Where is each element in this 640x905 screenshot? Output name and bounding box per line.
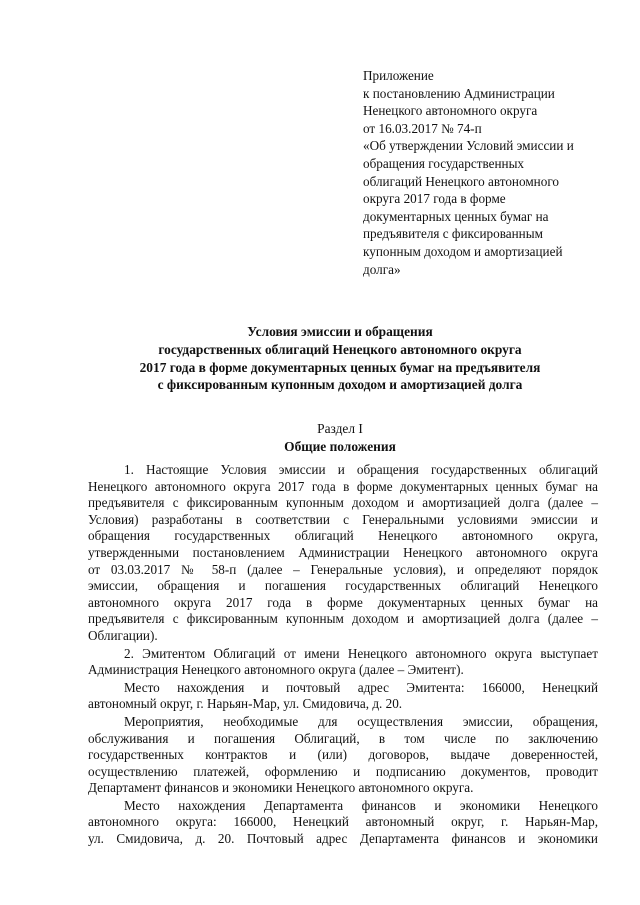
paragraph-line: автономного округа 2017 года в форме документарных ценных бумаг на: [88, 594, 598, 610]
paragraph-line: утвержденными постановлением Администрации Ненецкого автономного округа: [88, 544, 598, 560]
paragraph-line: государственных контрактов и (или) договоров, выдаче доверенностей,: [88, 747, 598, 763]
appendix-line: предъявителя с фиксированным: [363, 226, 543, 242]
paragraph-line: обращения государственных облигаций Ненецкого автономного округа,: [88, 528, 598, 544]
appendix-line: к постановлению Администрации: [363, 85, 555, 101]
appendix-line: облигаций Ненецкого автономного: [363, 173, 559, 189]
paragraph-line: Условия) разработаны в соответствии с Генеральными условиями эмиссии и: [88, 511, 598, 527]
appendix-line: от 16.03.2017 № 74-п: [363, 120, 482, 136]
paragraph-line: Место нахождения и почтовый адрес Эмитента: 166000, Ненецкий: [124, 679, 598, 695]
appendix-header: [363, 67, 603, 278]
appendix-line: округа 2017 года в форме: [363, 191, 506, 207]
section-heading: [60, 420, 620, 456]
paragraph-line: осуществлению платежей, оформлению и подписанию документов, проводит: [88, 763, 598, 779]
appendix-line: «Об утверждении Условий эмиссии и: [363, 138, 574, 154]
appendix-line: долга»: [363, 261, 401, 277]
appendix-line: Приложение: [363, 68, 434, 83]
appendix-line: документарных ценных бумаг на: [363, 208, 549, 224]
section-number: Раздел I: [317, 421, 363, 436]
paragraph-line: обслуживания и погашения Облигаций, в том числе по заключению: [88, 730, 598, 746]
paragraph-line: Облигации).: [88, 627, 158, 643]
paragraph: [88, 646, 598, 679]
document-title: [60, 323, 620, 394]
paragraph: [88, 714, 598, 797]
appendix-line: обращения государственных: [363, 155, 525, 171]
paragraph-line: автономный округ, г. Нарьян-Мар, ул. Смидовича, д. 20.: [88, 696, 403, 712]
title-line: с фиксированным купонным доходом и амортизацией долга: [157, 377, 523, 393]
section-name: Общие положения: [284, 439, 396, 454]
paragraph-line: предъявителя с фиксированным купонным доходом и амортизацией долга (далее –: [88, 495, 598, 511]
paragraph-line: эмиссии, обращения и погашения государственных облигаций Ненецкого: [88, 578, 598, 594]
paragraph: [88, 680, 598, 713]
appendix-line: Ненецкого автономного округа: [363, 103, 538, 119]
paragraph: [88, 798, 598, 848]
paragraph-line: 2. Эмитентом Облигаций от имени Ненецкого автономного округа выступает: [124, 645, 598, 661]
paragraph-line: предъявителя с фиксированным купонным доходом и амортизацией долга (далее –: [88, 611, 598, 627]
paragraph-line: Мероприятия, необходимые для осуществления эмиссии, обращения,: [124, 713, 598, 729]
paragraph-line: Место нахождения Департамента финансов и экономики Ненецкого: [124, 797, 598, 813]
paragraph: [88, 462, 598, 645]
document-body: [88, 462, 598, 849]
paragraph-line: ул. Смидовича, д. 20. Почтовый адрес Департамента финансов и экономики: [88, 831, 598, 847]
paragraph-line: Администрация Ненецкого автономного округа (далее – Эмитент).: [88, 662, 464, 678]
appendix-line: купонным доходом и амортизацией: [363, 243, 563, 259]
paragraph-line: Департамент финансов и экономики Ненецкого автономного округа.: [88, 780, 474, 796]
paragraph-line: от 03.03.2017 № 58-п (далее – Генеральные условия), и определяют порядок: [88, 561, 598, 577]
paragraph-line: Ненецкого автономного округа 2017 года в форме документарных ценных бумаг на: [88, 478, 598, 494]
title-line: 2017 года в форме документарных ценных бумаг на предъявителя: [139, 359, 541, 375]
paragraph-line: 1. Настоящие Условия эмиссии и обращения государственных облигаций: [124, 462, 598, 477]
title-line: Условия эмиссии и обращения: [247, 324, 433, 339]
title-line: государственных облигаций Ненецкого автономного округа: [158, 341, 522, 357]
paragraph-line: автономного округа: 166000, Ненецкий автономный округ, г. Нарьян-Мар,: [88, 814, 598, 830]
